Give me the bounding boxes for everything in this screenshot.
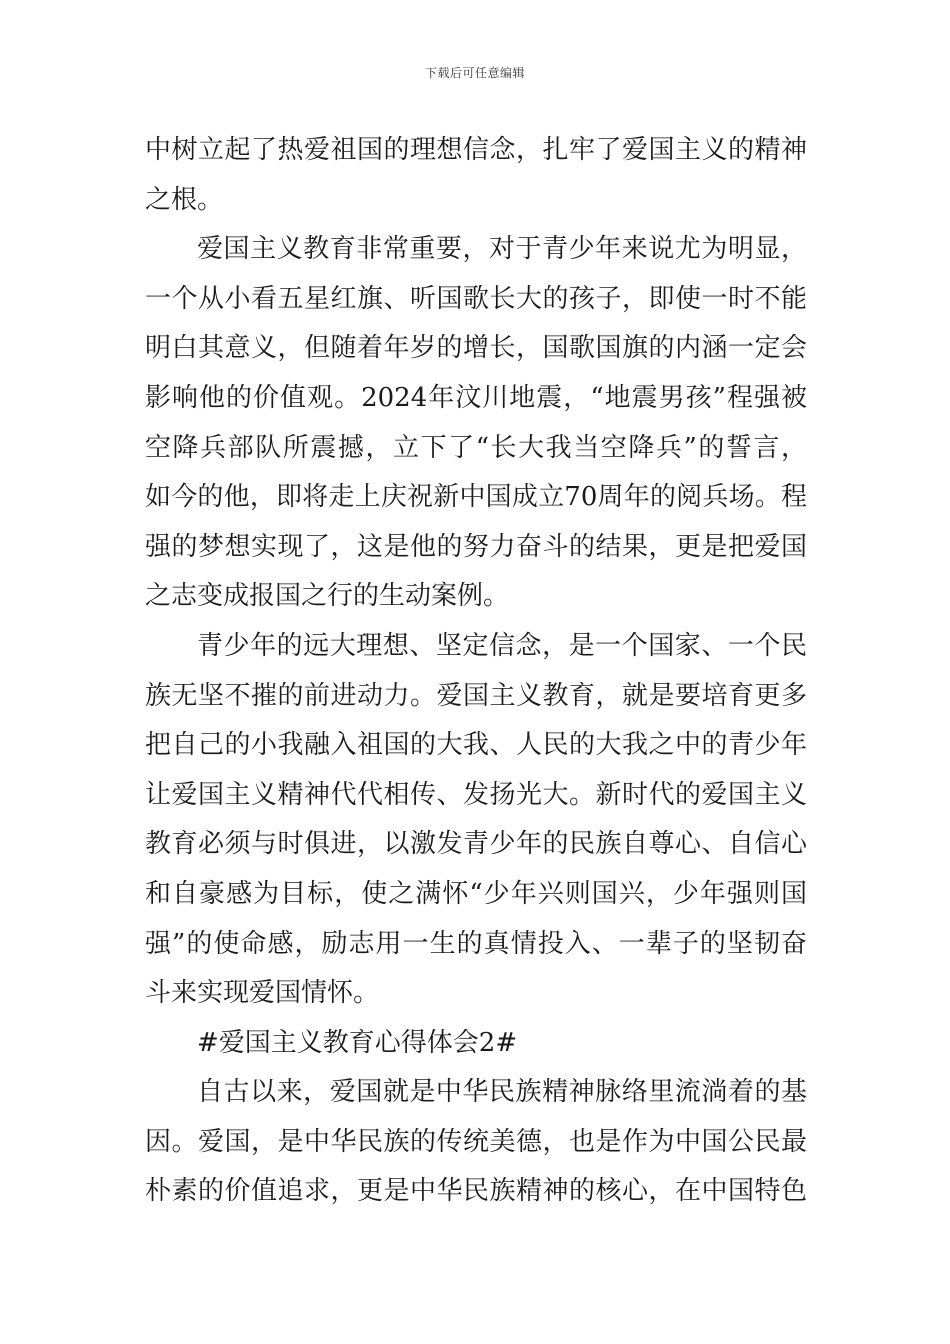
text-line: 自古以来，爱国就是中华民族精神脉络里流淌着的基 xyxy=(197,1077,807,1108)
text-line: 一个从小看五星红旗、听国歌长大的孩子，即使一时不能 xyxy=(145,283,807,314)
text-line: 空降兵部队所震撼，立下了“长大我当空降兵”的誓言， xyxy=(145,432,807,463)
section-heading xyxy=(145,1019,807,1069)
text-line: 中树立起了热爱祖国的理想信念，扎牢了爱国主义的精神 xyxy=(145,135,807,165)
paragraph xyxy=(145,1068,807,1217)
text-line: 之志变成报国之行的生动案例。 xyxy=(145,581,510,612)
text-line: 明白其意义，但随着年岁的增长，国歌国旗的内涵一定会 xyxy=(145,333,807,364)
text-line: 之根。 xyxy=(145,184,224,215)
paragraph xyxy=(145,126,807,225)
text-line: #爱国主义教育心得体会2# xyxy=(197,1027,518,1058)
text-line: 族无坚不摧的前进动力。爱国主义教育，就是要培育更多 xyxy=(145,680,807,711)
paragraph xyxy=(145,225,807,622)
text-line: 朴素的价值追求，更是中华民族精神的核心，在中国特色 xyxy=(145,1176,807,1207)
text-line: 和自豪感为目标，使之满怀“少年兴则国兴，少年强则国 xyxy=(145,878,807,909)
text-line: 把自己的小我融入祖国的大我、人民的大我之中的青少年 xyxy=(145,730,807,761)
text-line: 如今的他，即将走上庆祝新中国成立70周年的阅兵场。程 xyxy=(145,482,807,513)
text-line: 让爱国主义精神代代相传、发扬光大。新时代的爱国主义 xyxy=(145,779,807,810)
document-body xyxy=(145,126,807,1217)
text-line: 爱国主义教育非常重要，对于青少年来说尤为明显， xyxy=(197,234,807,265)
paragraph xyxy=(145,622,807,1019)
page-header-note: 下载后可任意编辑 xyxy=(424,66,525,80)
text-line: 青少年的远大理想、坚定信念，是一个国家、一个民 xyxy=(197,630,807,661)
text-line: 强的梦想实现了，这是他的努力奋斗的结果，更是把爱国 xyxy=(145,531,807,562)
text-line: 教育必须与时俱进，以激发青少年的民族自尊心、自信心 xyxy=(145,829,807,860)
text-line: 斗来实现爱国情怀。 xyxy=(145,978,380,1009)
text-line: 影响他的价值观。2024年汶川地震，“地震男孩”程强被 xyxy=(145,382,807,413)
text-line: 强”的使命感，励志用一生的真情投入、一辈子的坚韧奋 xyxy=(145,928,807,959)
text-line: 因。爱国，是中华民族的传统美德，也是作为中国公民最 xyxy=(145,1126,807,1157)
